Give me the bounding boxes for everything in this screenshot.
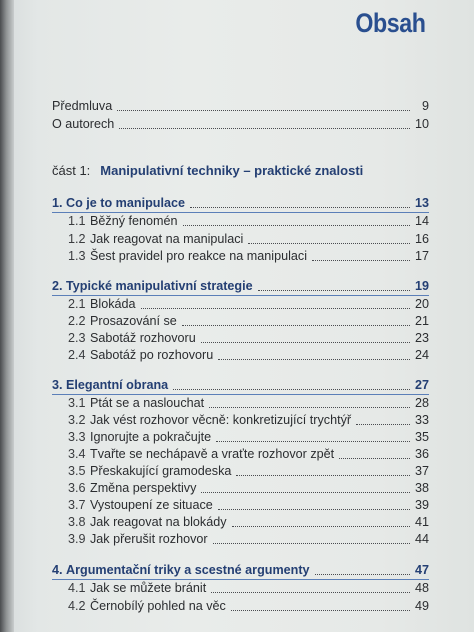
leader-dots xyxy=(209,397,410,408)
leader-dots xyxy=(173,379,410,390)
leader-dots xyxy=(216,431,410,442)
section-label: Vystoupení ze situace xyxy=(90,498,213,512)
part-heading xyxy=(52,163,432,178)
leader-dots xyxy=(201,482,410,493)
section-page: 20 xyxy=(414,297,429,311)
leader-dots xyxy=(312,250,410,261)
leader-dots xyxy=(182,315,410,326)
section-number: 3.4 xyxy=(68,447,86,461)
section-label: Jak vést rozhovor věcně: konkretizující trychtýř xyxy=(90,413,352,427)
section-label: Blokáda xyxy=(90,297,136,311)
chapter-title: Elegantní obrana xyxy=(66,378,169,392)
section-number: 3.7 xyxy=(68,498,86,512)
section-number: 1.1 xyxy=(68,214,86,228)
section-number: 3.6 xyxy=(68,481,86,495)
toc-entry-2-2[interactable] xyxy=(68,311,429,329)
section-number: 4.2 xyxy=(68,599,86,613)
section-page: 33 xyxy=(414,413,429,427)
leader-dots xyxy=(119,118,410,129)
section-page: 16 xyxy=(414,232,429,246)
section-number: 2.4 xyxy=(68,348,86,362)
toc-entry-1-1[interactable] xyxy=(68,211,429,229)
chapter-number: 2. xyxy=(52,279,63,293)
section-number: 2.3 xyxy=(68,331,86,345)
chapter-page: 13 xyxy=(414,196,429,210)
toc-entry-3-7[interactable] xyxy=(68,495,429,513)
part-prefix: část 1: xyxy=(52,163,91,178)
section-page: 39 xyxy=(414,498,429,512)
section-number: 1.2 xyxy=(68,232,86,246)
leader-dots xyxy=(218,349,410,360)
leader-dots xyxy=(236,465,410,476)
leader-dots xyxy=(232,516,410,527)
chapter-title: Typické manipulativní strategie xyxy=(66,279,253,293)
section-number: 3.9 xyxy=(68,532,86,546)
toc-entry-3-8[interactable] xyxy=(68,512,429,530)
toc-entry-3-5[interactable] xyxy=(68,461,429,479)
toc-entry-label: O autorech xyxy=(52,117,115,131)
toc-entry-1-2[interactable] xyxy=(68,229,429,247)
toc-entry-authors[interactable] xyxy=(52,114,429,132)
toc-entry-3-1[interactable] xyxy=(68,393,429,411)
chapter-page: 27 xyxy=(414,378,429,392)
part-title: Manipulativní techniky – praktické znalosti xyxy=(100,163,364,178)
section-label: Prosazování se xyxy=(90,314,177,328)
leader-dots xyxy=(183,215,410,226)
section-page: 38 xyxy=(414,481,429,495)
toc-entry-3-4[interactable] xyxy=(68,444,429,462)
section-number: 3.8 xyxy=(68,515,86,529)
chapter-number: 3. xyxy=(52,378,63,392)
section-page: 37 xyxy=(414,464,429,478)
leader-dots xyxy=(339,448,410,459)
chapter-number: 4. xyxy=(52,563,63,577)
toc-entry-3-3[interactable] xyxy=(68,427,429,445)
section-label: Ignorujte a pokračujte xyxy=(90,430,212,444)
leader-dots xyxy=(248,233,410,244)
section-label: Šest pravidel pro reakce na manipulaci xyxy=(90,249,308,263)
section-page: 14 xyxy=(414,214,429,228)
section-number: 3.1 xyxy=(68,396,86,410)
toc-entry-3-2[interactable] xyxy=(68,410,429,428)
section-label: Jak reagovat na manipulaci xyxy=(90,232,244,246)
section-number: 2.1 xyxy=(68,297,86,311)
section-label: Přeskakující gramodeska xyxy=(90,464,232,478)
toc-entry-2-1[interactable] xyxy=(68,294,429,312)
section-page: 28 xyxy=(414,396,429,410)
leader-dots xyxy=(218,499,410,510)
toc-entry-foreword[interactable] xyxy=(52,96,429,114)
chapter-page: 19 xyxy=(414,279,429,293)
toc-entry-4-1[interactable] xyxy=(68,578,429,596)
toc-entry-3-6[interactable] xyxy=(68,478,429,496)
section-label: Ptát se a naslouchat xyxy=(90,396,205,410)
section-page: 23 xyxy=(414,331,429,345)
leader-dots xyxy=(356,414,410,425)
section-label: Běžný fenomén xyxy=(90,214,178,228)
page-title: Obsah xyxy=(355,8,426,38)
leader-dots xyxy=(190,197,410,208)
leader-dots xyxy=(117,100,410,111)
section-label: Sabotáž po rozhovoru xyxy=(90,348,214,362)
leader-dots xyxy=(211,582,410,593)
section-label: Jak se můžete bránit xyxy=(90,581,207,595)
section-label: Jak reagovat na blokády xyxy=(90,515,227,529)
section-page: 44 xyxy=(414,532,429,546)
toc-entry-1-3[interactable] xyxy=(68,246,429,264)
chapter-number: 1. xyxy=(52,196,63,210)
section-page: 17 xyxy=(414,249,429,263)
toc-chapter-4[interactable] xyxy=(52,560,429,578)
leader-dots xyxy=(201,332,410,343)
section-page: 21 xyxy=(414,314,429,328)
section-label: Sabotáž rozhovoru xyxy=(90,331,196,345)
toc-entry-page: 9 xyxy=(421,99,429,113)
book-gutter xyxy=(0,0,14,632)
toc-entry-4-2[interactable] xyxy=(68,596,429,614)
toc-entry-label: Předmluva xyxy=(52,99,113,113)
section-number: 2.2 xyxy=(68,314,86,328)
toc-chapter-1[interactable] xyxy=(52,193,429,211)
leader-dots xyxy=(315,564,410,575)
section-number: 1.3 xyxy=(68,249,86,263)
leader-dots xyxy=(258,280,410,291)
leader-dots xyxy=(231,600,410,611)
section-number: 3.5 xyxy=(68,464,86,478)
toc-entry-2-4[interactable] xyxy=(68,345,429,363)
section-page: 36 xyxy=(414,447,429,461)
leader-dots xyxy=(213,533,410,544)
section-page: 41 xyxy=(414,515,429,529)
section-label: Tvařte se nechápavě a vraťte rozhovor zpět xyxy=(90,447,335,461)
toc-chapter-3[interactable] xyxy=(52,375,429,393)
chapter-page: 47 xyxy=(414,563,429,577)
chapter-title: Co je to manipulace xyxy=(66,196,185,210)
section-page: 35 xyxy=(414,430,429,444)
section-label: Jak přerušit rozhovor xyxy=(90,532,208,546)
section-page: 48 xyxy=(414,581,429,595)
section-number: 4.1 xyxy=(68,581,86,595)
toc-chapter-2[interactable] xyxy=(52,276,429,294)
section-number: 3.2 xyxy=(68,413,86,427)
section-page: 49 xyxy=(414,599,429,613)
toc-entry-page: 10 xyxy=(414,117,429,131)
section-number: 3.3 xyxy=(68,430,86,444)
toc-entry-3-9[interactable] xyxy=(68,529,429,547)
leader-dots xyxy=(141,298,410,309)
toc-entry-2-3[interactable] xyxy=(68,328,429,346)
section-label: Černobílý pohled na věc xyxy=(90,599,226,613)
chapter-title: Argumentační triky a scestné argumenty xyxy=(66,563,310,577)
section-label: Změna perspektivy xyxy=(90,481,197,495)
section-page: 24 xyxy=(414,348,429,362)
